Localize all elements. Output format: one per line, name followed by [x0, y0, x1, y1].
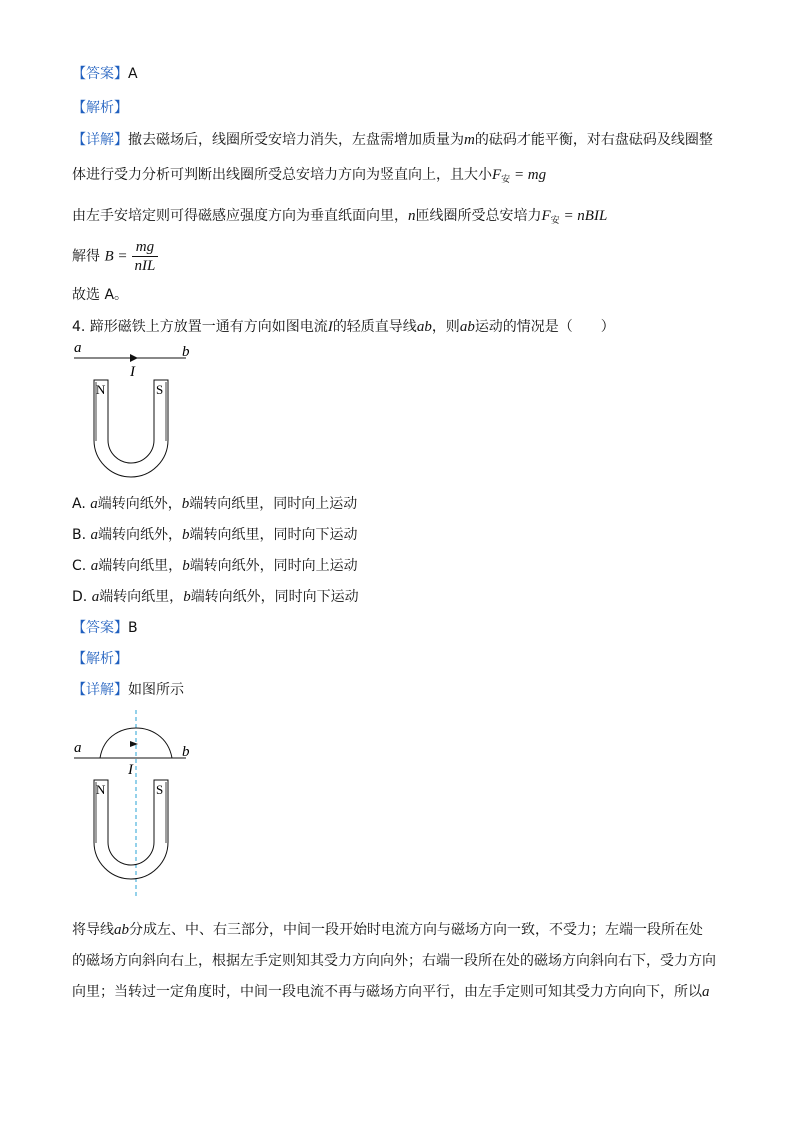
- label-b: b: [182, 344, 190, 360]
- pole-s: S: [156, 382, 164, 397]
- option-d[interactable]: D. a端转向纸里，b端转向纸外，同时向下运动: [72, 589, 359, 605]
- magnet-figure-1: [70, 338, 200, 488]
- pole-n-2: N: [96, 782, 106, 797]
- current-arrow-icon: [130, 354, 138, 362]
- label-a-2: a: [74, 740, 82, 756]
- option-b[interactable]: B. a端转向纸外，b端转向纸里，同时向下运动: [72, 527, 358, 543]
- detail-label: 【详解】: [72, 132, 128, 148]
- explanation-line-2: 的磁场方向斜向右上，根据左手定则知其受力方向向外；右端一段所在处的磁场方向斜向右下，受力方向: [72, 953, 716, 969]
- answer-label: 【答案】: [72, 66, 128, 82]
- analysis-label: 【解析】: [72, 100, 128, 116]
- detail-line-1: 【详解】撤去磁场后，线圈所受安培力消失，左盘需增加质量为m的砝码才能平衡，对右盘砝码及线圈整: [72, 132, 713, 148]
- detail-line-3: 由左手安培定则可得磁感应强度方向为垂直纸面向里，n匝线圈所受总安培力$F_安$ = nBIL: [72, 208, 608, 226]
- detail-label-2: 【详解】: [72, 682, 128, 698]
- option-a[interactable]: A. a端转向纸外，b端转向纸里，同时向上运动: [72, 496, 358, 512]
- detail-line-2-1: 【详解】如图所示: [72, 682, 184, 698]
- option-c[interactable]: C. a端转向纸里，b端转向纸外，同时向上运动: [72, 558, 358, 574]
- question-stem: 4. 蹄形磁铁上方放置一通有方向如图电流I的轻质直导线ab，则ab运动的情况是（ ）: [72, 319, 615, 335]
- answer-label-2: 【答案】: [72, 620, 128, 636]
- answer-line-2: [72, 618, 138, 638]
- pole-s-2: S: [156, 782, 164, 797]
- detail-line-4: 解得 B = $\frac{mg}{\text{nIL}}$: [72, 238, 158, 275]
- analysis-label-2: 【解析】: [72, 651, 128, 667]
- magnet-figure-2: [70, 708, 200, 900]
- label-a: a: [74, 340, 82, 356]
- arc-arrow-icon: [130, 741, 138, 747]
- detail-line-5: 故选 A。: [72, 287, 129, 303]
- label-current: I: [130, 364, 135, 380]
- answer-line-1: [72, 64, 138, 84]
- detail-line-2: 体进行受力分析可判断出线圈所受总安培力方向为竖直向上，且大小$F_安$ = mg: [72, 167, 547, 185]
- pole-n: N: [96, 382, 106, 397]
- answer-value: A: [128, 66, 138, 82]
- answer-value-2: B: [128, 620, 138, 636]
- fraction: $\frac{mg}{\text{nIL}}$: [132, 238, 159, 275]
- label-current-2: I: [128, 762, 133, 778]
- explanation-line-1: 将导线ab分成左、中、右三部分，中间一段开始时电流方向与磁场方向一致，不受力；左端一段所在处: [72, 922, 703, 938]
- label-b-2: b: [182, 744, 190, 760]
- explanation-line-3: 向里；当转过一定角度时，中间一段电流不再与磁场方向平行，由左手定则可知其受力方向向下，所以a: [72, 984, 710, 1000]
